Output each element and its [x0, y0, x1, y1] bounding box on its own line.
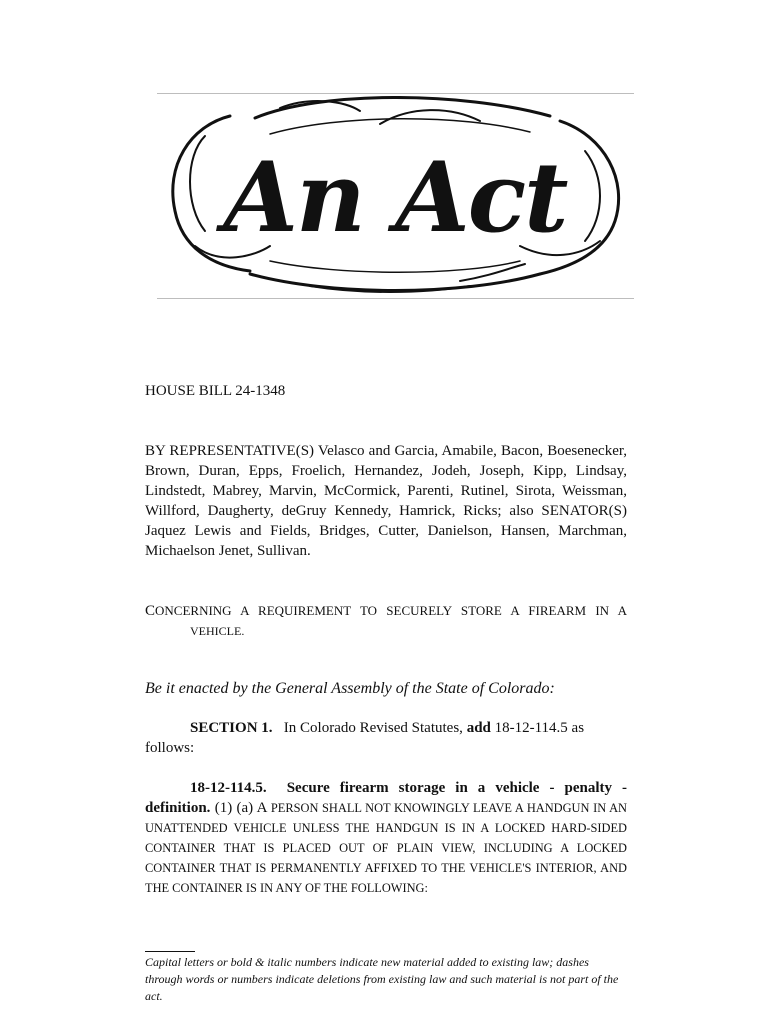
banner-bottom-rule	[157, 298, 634, 299]
sponsors-paragraph: BY REPRESENTATIVE(S) Velasco and Garcia, Amabile, Bacon, Boesenecker, Brown, Duran, Epps, Froelich, Hernandez, Jodeh, Joseph, Kipp, Lindsay, Lindstedt, Mabrey, Marvin, McCormick, Parenti, Rutinel, Sirota, Weissman, Willford, Daugherty, deGruy Kennedy, Hamrick, Ricks; also SENATOR(S) Jaquez Lewis and Fields, Bridges, Cutter, Danielson, Hansen, Marchman, Michaelson Jenet, Sullivan.	[145, 443, 627, 559]
an-act-flourish-logo	[160, 96, 630, 296]
banner-top-rule	[157, 93, 634, 94]
section-1-intro	[145, 718, 627, 758]
section-first-letter: A	[256, 800, 267, 816]
concerning-line1: ONCERNING A REQUIREMENT TO SECURELY STORE A FIREARM IN A	[155, 603, 627, 618]
section-18-12-114-5	[145, 778, 627, 898]
concerning-title	[145, 601, 627, 621]
concerning-first-letter: C	[145, 603, 156, 619]
section-1-text-before: In Colorado Revised Statutes,	[283, 720, 463, 736]
section-1-add-word: add	[466, 720, 491, 736]
bill-number: HOUSE BILL 24-1348	[145, 383, 286, 399]
section-heading: Secure firearm storage in a vehicle - penalty - definition.	[145, 780, 627, 816]
section-new-material-text: PERSON SHALL NOT KNOWINGLY LEAVE A HANDGUN IN AN UNATTENDED VEHICLE UNLESS THE HANDGUN IS IN A LOCKED HARD-SIDED CONTAINER THAT IS PLACED OUT OF PLAIN VIEW, INCLUDING A LOCKED CONTAINER THAT IS PERMANENTLY AFFIXED TO THE VEHICLE'S INTERIOR, AND THE CONTAINER IS IN ANY OF THE FOLLOWING:	[145, 801, 627, 895]
section-1-text-after: 18-12-114.5 as follows:	[145, 720, 585, 756]
subsection-label: (1) (a)	[214, 800, 254, 816]
concerning-line2: VEHICLE.	[190, 624, 245, 638]
an-act-title: An Act	[223, 141, 567, 254]
section-1-label: SECTION 1.	[190, 720, 273, 736]
section-number: 18-12-114.5.	[190, 780, 267, 796]
an-act-banner	[160, 96, 630, 296]
footnote-rule	[145, 951, 195, 952]
footnote: Capital letters or bold & italic numbers indicate new material added to existing law; dashes through words or numbers indicate deletions from existing law and such material is not part of the act.	[145, 955, 619, 1003]
enacting-clause: Be it enacted by the General Assembly of the State of Colorado:	[145, 680, 555, 697]
